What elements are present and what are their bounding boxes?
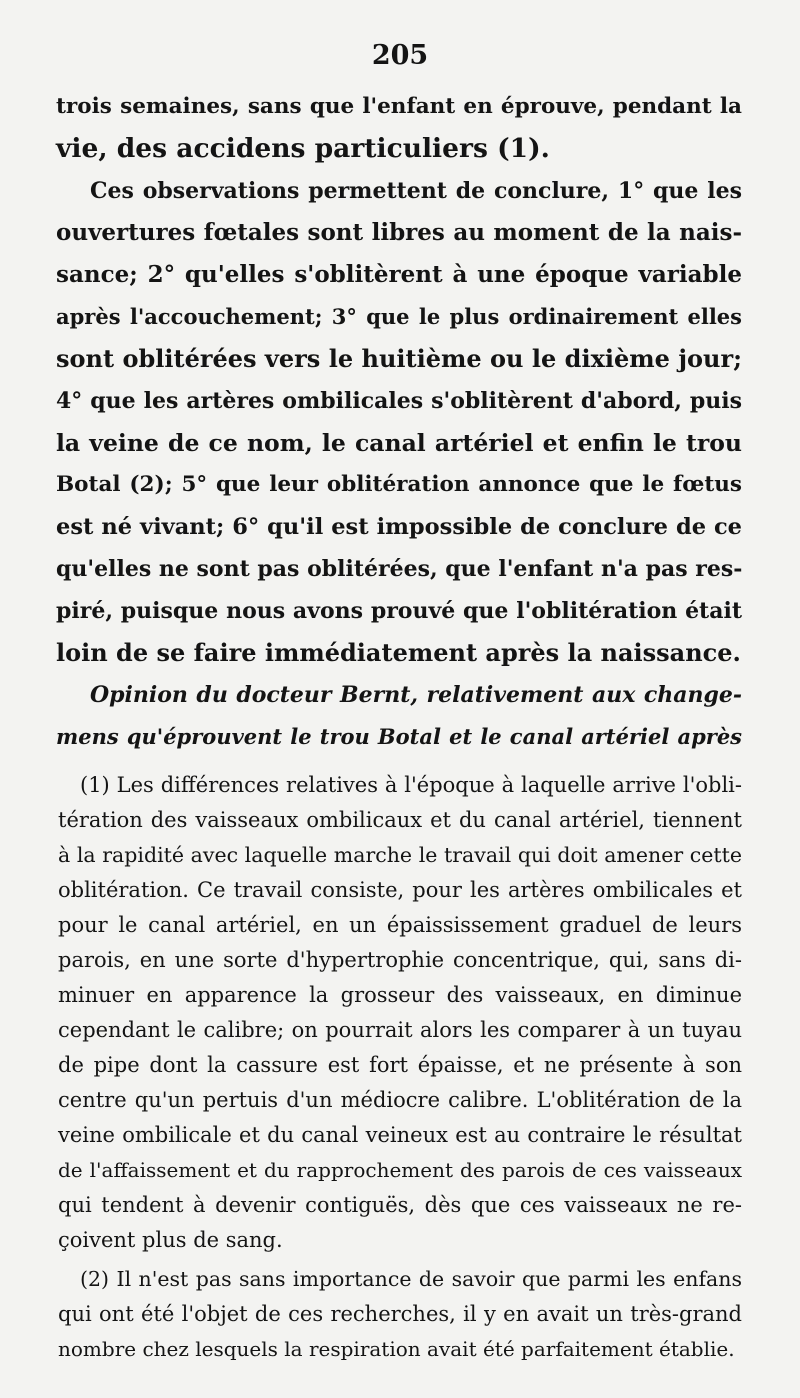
footnotes bbox=[58, 768, 742, 1367]
section-heading-line: mens qu'éprouvent le trou Botal et le canal artériel après bbox=[56, 724, 742, 749]
page-number: 205 bbox=[371, 40, 429, 71]
footnote-2-line: qui ont été l'objet de ces recherches, il y en avait un très-grand bbox=[58, 1302, 742, 1326]
body-line: 4° que les artères ombilicales s'oblitèrent d'abord, puis bbox=[56, 388, 742, 414]
footnote-1-line: qui tendent à devenir contiguës, dès que ces vaisseaux ne re- bbox=[58, 1193, 742, 1217]
body-line: trois semaines, sans que l'enfant en éprouve, pendant la bbox=[56, 94, 742, 119]
section-heading-line: Opinion du docteur Bernt, relativement aux change- bbox=[90, 682, 742, 708]
footnote-1-line: de l'affaissement et du rapprochement des parois de ces vaisseaux bbox=[58, 1158, 742, 1182]
body-line: loin de se faire immédiatement après la naissance. bbox=[56, 638, 741, 667]
body-line: piré, puisque nous avons prouvé que l'oblitération était bbox=[56, 598, 742, 624]
footnote-1-line: de pipe dont la cassure est fort épaisse, et ne présente à son bbox=[58, 1053, 742, 1077]
footnote-1-line: cependant le calibre; on pourrait alors les comparer à un tuyau bbox=[58, 1018, 742, 1042]
footnote-1-line: tération des vaisseaux ombilicaux et du canal artériel, tiennent bbox=[58, 808, 742, 832]
footnote-2-line: nombre chez lesquels la respiration avait été parfaitement établie. bbox=[58, 1337, 735, 1361]
footnote-1-line: çoivent plus de sang. bbox=[58, 1228, 283, 1252]
footnote-1-line: (1) Les différences relatives à l'époque à laquelle arrive l'obli- bbox=[80, 773, 742, 797]
footnote-1-line: centre qu'un pertuis d'un médiocre calibre. L'oblitération de la bbox=[58, 1088, 742, 1112]
body-line: sont oblitérées vers le huitième ou le dixième jour; bbox=[56, 344, 742, 373]
body-line: vie, des accidens particuliers (1). bbox=[56, 133, 550, 164]
body-line: sance; 2° qu'elles s'oblitèrent à une époque variable bbox=[56, 261, 742, 288]
footnote-1-line: parois, en une sorte d'hypertrophie concentrique, qui, sans di- bbox=[58, 948, 742, 972]
body-line: après l'accouchement; 3° que le plus ordinairement elles bbox=[56, 304, 742, 329]
footnote-2-line: (2) Il n'est pas sans importance de savoir que parmi les enfans bbox=[80, 1267, 742, 1291]
body-text bbox=[56, 86, 742, 758]
footnote-1-line: oblitération. Ce travail consiste, pour les artères ombilicales et bbox=[58, 878, 742, 902]
body-line: qu'elles ne sont pas oblitérées, que l'enfant n'a pas res- bbox=[56, 556, 743, 582]
body-line: ouvertures fœtales sont libres au moment de la nais- bbox=[56, 219, 742, 246]
body-line: la veine de ce nom, le canal artériel et enfin le trou bbox=[56, 429, 742, 457]
body-line: est né vivant; 6° qu'il est impossible de conclure de ce bbox=[56, 514, 742, 540]
footnote-1-line: minuer en apparence la grosseur des vaisseaux, en diminue bbox=[58, 983, 742, 1007]
footnote-1-line: à la rapidité avec laquelle marche le travail qui doit amener cette bbox=[58, 843, 742, 867]
body-line: Ces observations permettent de conclure, 1° que les bbox=[90, 178, 742, 204]
body-line: Botal (2); 5° que leur oblitération annonce que le fœtus bbox=[56, 472, 742, 497]
footnote-1-line: veine ombilicale et du canal veineux est au contraire le résultat bbox=[58, 1123, 742, 1147]
footnote-1-line: pour le canal artériel, en un épaississement graduel de leurs bbox=[58, 913, 742, 937]
